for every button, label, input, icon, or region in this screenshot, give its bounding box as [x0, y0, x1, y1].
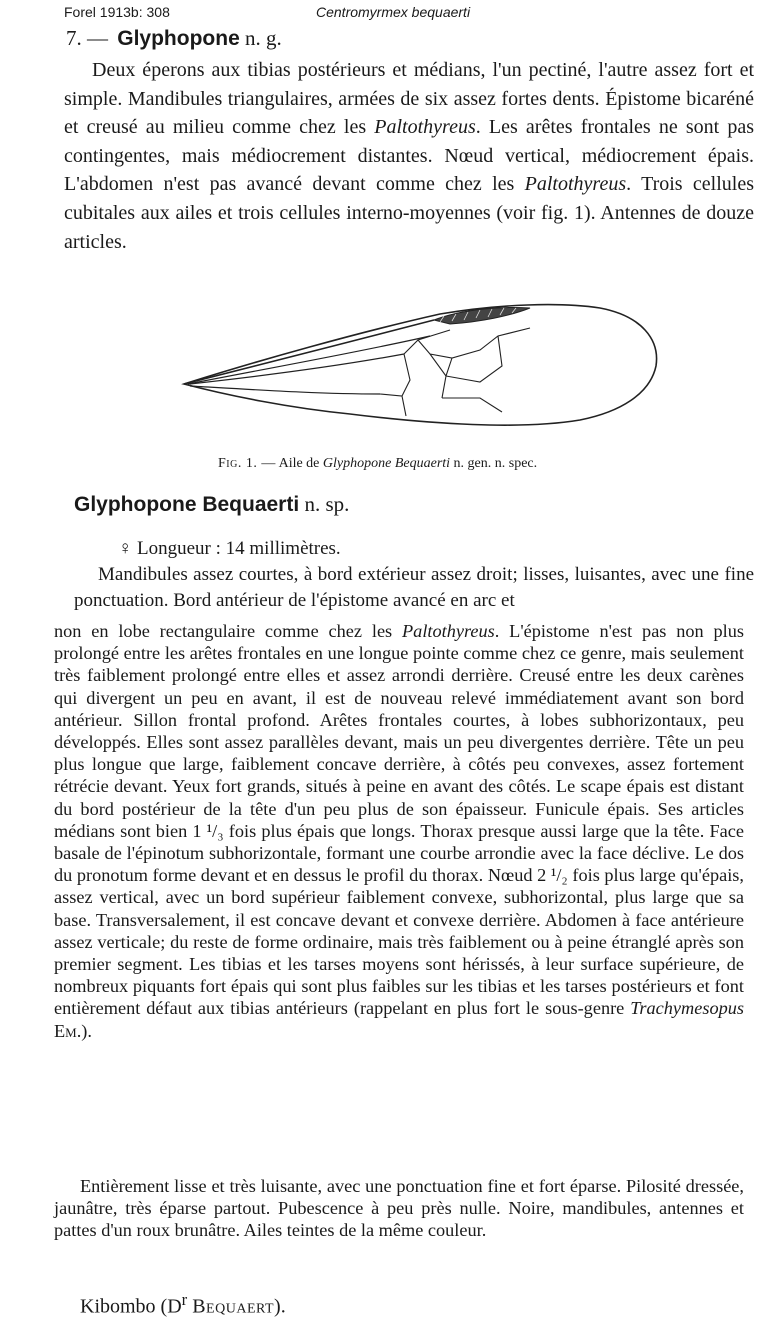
genus-description: Deux éperons aux tibias postérieurs et médians, l'un pectiné, l'autre assez fort et simple. Mandibules triangulaires, armées de six assez fortes dents. Épistome bicaréné et creusé au milieu comme chez les Paltothyreus. Les arêtes frontales ne sont pas contingentes, mais médiocrement distantes. Nœud vertical, médiocrement épais. L'abdomen n'est pas avancé devant comme chez les Paltothyreus. Trois cellules cubitales aux ailes et trois cellules interno-moyennes (voir fig. 1). Antennes de douze articles.: [64, 59, 754, 253]
genus-reference: Paltothyreus: [374, 116, 476, 139]
species-name: Glyphopone Bequaerti: [74, 493, 300, 516]
wing-illustration: [180, 296, 660, 446]
species-heading: [74, 492, 349, 517]
species-description-paragraph: non en lobe rectangulaire comme chez les Paltothyreus. L'épistome n'est pas non plus prolongé entre les arêtes frontales en une longue pointe comme chez ce genre, mais seulement très faiblement prolongé entre elles et assez arrondi derrière. Creusé entre les deux carènes qui divergent un peu en avant, il est de nouveau relevé immédiatement avant son bord antérieur. Sillon frontal profond. Arêtes frontales courtes, à lobes subhorizontaux, peu développés. Elles sont assez parallèles devant, mais un peu divergentes derrière. Tête un peu plus longue que large, faiblement concave derrière, à côtés peu convexes, assez fortement rétrécie devant. Yeux fort grands, situés à peine en avant des côtés. Le scape épais est distant du bord postérieur de la tête d'un peu plus de son épaisseur. Funicule épais. Ses articles médians sont bien 1 ¹/₃ fois plus épais que longs. Thorax presque aussi large que la tête. Face basale de l'épinotum subhorizontale, formant une courbe arrondie avec la face déclive. Le dos du pronotum forme devant et en dessus le profil du thorax. Nœud 2 ¹/₂ fois plus large qu'épais, assez vertical, avec un bord supérieur faiblement convexe, subhorizontal, plus large que sa base. Transversalement, il est concave devant et convexe derrière. Abdomen à face antérieure assez verticale; du reste de forme ordinaire, mais très faiblement ou à peine étranglé après son premier segment. Les tibias et les tarses moyens sont hérissés, à leur surface supérieure, de nombreux piquants fort épais qui sont plus faibles sur les tibias et les tarses postérieurs et font entièrement défaut aux tibias antérieurs (rappelant en plus fort le sous-genre Trachymesopus Em.).: [54, 621, 744, 1041]
species-status: n. sp.: [304, 492, 350, 516]
caption-text: Aile de: [278, 456, 320, 471]
running-header-species: Centromyrmex bequaerti: [316, 4, 471, 20]
caption-suffix: n. gen. n. spec.: [453, 456, 538, 471]
caption-label: Fig. 1. —: [218, 456, 276, 471]
species-intro-paragraph: Mandibules assez courtes, à bord extérieur assez droit; lisses, luisantes, avec une fine ponctuation. Bord antérieur de l'épistome avancé en arc et: [74, 564, 754, 611]
caption-species: Glyphopone Bequaerti: [322, 456, 451, 471]
figure-caption: [218, 456, 537, 472]
wing-subcostal-vein: [188, 336, 430, 384]
wing-radial-vein: [190, 354, 404, 384]
wing-pterostigma: [434, 308, 530, 325]
genus-reference: Paltothyreus: [402, 621, 495, 641]
subgenus-reference: Trachymesopus: [630, 998, 744, 1019]
genus-heading: [66, 26, 282, 51]
author-abbreviation: Em.: [54, 1020, 82, 1041]
length-line: ♀ Longueur : 14 millimètres.: [118, 538, 341, 559]
wing-cell-veins: [380, 328, 530, 416]
wing-outline: [184, 305, 657, 426]
genus-name: Glyphopone: [117, 27, 240, 50]
genus-status: n. g.: [245, 26, 282, 50]
genus-reference: Paltothyreus: [524, 173, 627, 196]
wing-costal-vein: [184, 320, 434, 384]
section-number: 7. —: [66, 26, 108, 50]
locality-line: Kibombo ($D^r$ Bequaert).: [80, 1290, 286, 1318]
collector-name: Bequaert: [192, 1295, 275, 1318]
species-color-paragraph: Entièrement lisse et très luisante, avec une ponctuation fine et fort éparse. Pilosité dressée, jaunâtre, très éparse partout. Pubescence à peu près nulle. Noire, mandibules, antennes et pattes d'un roux brunâtre. Ailes teintes de la même couleur.: [54, 1176, 744, 1241]
running-header-citation: Forel 1913b: 308: [64, 4, 170, 20]
title-superscript: r: [181, 1290, 188, 1309]
